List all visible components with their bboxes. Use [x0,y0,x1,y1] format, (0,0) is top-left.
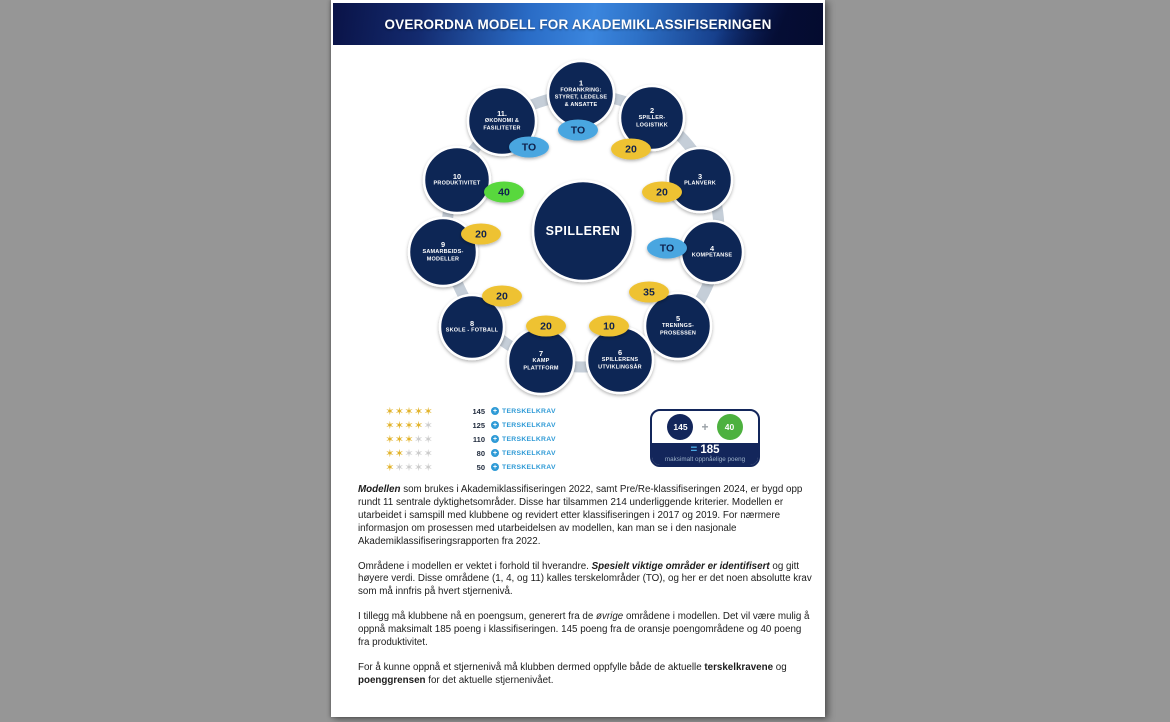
star-icon: ✶ [413,420,424,432]
text-segment: øvrige [596,611,624,623]
paragraph [358,484,814,549]
text-segment: Modellen [358,484,401,495]
points-threshold-value: 125 [472,420,485,430]
title-banner [333,3,823,45]
productivity-points-circle: 40 [717,414,743,440]
node-label-line: UTVIKLINGSÅR [598,364,642,371]
node-number: 9 [440,240,446,250]
body-text [358,484,814,700]
star-level-row [385,404,556,418]
points-sum-row [652,411,758,443]
terskelkrav-label: TERSKELKRAV [502,435,556,443]
points-badge-1 [558,120,598,141]
terskelkrav-label: TERSKELKRAV [502,407,556,415]
star-level-row [385,446,556,460]
circle-plus-icon: + [492,435,498,443]
node-label-line: SAMARBEIDS- [422,249,464,255]
star-level-row [385,418,556,432]
paragraph [358,611,814,650]
points-threshold-value: 50 [476,462,485,472]
star-icon: ✶ [423,434,433,446]
total-points-caption: maksimalt oppnåelige poeng [664,456,746,463]
paragraph [358,662,814,688]
terskelkrav-label: TERSKELKRAV [502,463,556,471]
star-icon: ✶ [423,448,433,460]
star-icon: ✶ [423,420,433,432]
model-area-node-3 [668,148,732,212]
star-icon: ✶ [385,406,395,418]
node-label-line: PLANVERK [684,180,716,187]
text-segment: Spesielt viktige områder er identifisert [591,560,770,572]
model-area-node-5 [645,293,711,359]
node-number: 11. [497,109,507,119]
total-points-value: 185 [700,444,720,456]
max-points-box [650,409,760,467]
orange-areas-points-circle: 145 [667,414,693,440]
points-badge-6 [589,316,629,337]
node-label-line: MODELLER [426,256,460,263]
star-icon: ✶ [385,434,395,446]
model-area-node-10 [424,147,490,213]
text-segment: for det aktuelle stjernenivået. [425,674,554,686]
node-number: 10 [452,171,462,181]
text-segment: som brukes i Akademiklassifiseringen 2022, samt Pre/Re-klassifiseringen 2024, er bygd opp rundt 11 sentrale dyktighetsområder. Disse har tilsammen 214 underliggende kriterier. Modellen er utarbeidet i samspill med klubbene og revidert etter klassifiseringen i 2017 og 2019. For nærmere informasjon om prosessen med utarbeidelsen av modellen, kan man se i den nasjonale Akademiklassifiseringsrapporten fra 2022. [358,484,803,547]
node-label-line: SPILLERENS [601,357,639,363]
star-level-row [385,460,556,474]
circle-plus-icon: + [492,407,498,415]
star-level-row [385,432,556,446]
terskelkrav-label: TERSKELKRAV [502,421,556,429]
badge-value: 20 [475,228,487,241]
star-icon: ✶ [394,434,404,446]
badge-value: 35 [643,286,655,299]
node-label-line: PROSESSEN [659,330,697,337]
text-segment: I tillegg må klubbene nå en poengsum, generert fra de [358,611,597,623]
star-icon: ✶ [413,406,424,418]
node-label-line: ØKONOMI & [484,118,520,124]
badge-value: 10 [603,320,615,333]
circle-plus-icon: + [492,463,498,471]
text-segment: Områdene i modellen er vektet i forhold til hverandre. [358,560,592,572]
points-badge-5 [629,282,669,303]
points-badge-9 [461,224,501,245]
node-label-line: PRODUKTIVITET [433,180,481,187]
model-area-node-7 [508,328,574,394]
points-badge-10 [484,182,524,203]
star-icon: ✶ [385,420,395,432]
node-number: 5 [675,314,681,324]
paragraph [358,561,814,600]
circle-plus-icon: + [492,421,498,429]
star-icon: ✶ [423,406,433,418]
model-area-node-1 [548,61,614,127]
terskelkrav-label: TERSKELKRAV [502,449,556,457]
node-label-line: TRENINGS- [661,323,695,329]
text-segment: og [773,661,787,673]
star-icon: ✶ [404,448,414,460]
star-icon: ✶ [404,462,414,474]
circle-plus-icon: + [492,449,498,457]
points-threshold-value: 110 [472,434,485,444]
star-icon: ✶ [385,462,395,474]
star-icon: ✶ [404,420,414,432]
star-icon: ✶ [385,448,395,460]
text-segment: og gitt høyere verdi. Disse områdene (1, 4, og 11) kalles terskelområder (TO), og her er det noen absolutte krav som må innfris på hvert stjernenivå. [358,560,812,598]
plus-icon: + [701,420,709,434]
text-segment: terskelkravene [704,661,774,673]
total-points-bar [652,443,758,467]
node-label-line: LOGISTIKK [636,122,668,129]
star-rating [385,459,433,475]
document-page [331,0,825,717]
star-icon: ✶ [404,434,414,446]
node-number: 4 [709,243,715,253]
star-icon: ✶ [394,462,404,474]
center-node-spilleren [533,181,633,281]
center-node-label: SPILLEREN [545,224,621,238]
badge-value: TO [570,124,586,137]
points-threshold-value: 145 [472,406,485,416]
text-segment: poenggrensen [358,674,426,686]
node-label-line: FORANKRING: [560,87,602,94]
badge-value: 20 [656,186,668,199]
node-label-line: FASILITETER [483,125,521,132]
total-points [652,444,758,456]
points-badge-4 [647,238,687,259]
star-icon: ✶ [394,420,404,432]
node-label-line: KAMP [532,358,550,364]
node-label-line: SPILLER- [638,115,666,121]
node-number: 3 [697,171,703,181]
points-badge-11 [509,137,549,158]
text-segment: områdene i modellen. Det vil være mulig å oppnå maksimalt 185 poeng i klassifiseringen. 145 poeng fra de oransje poengområdene og 40 poeng fra produktivitet. [358,611,810,649]
page-title: OVERORDNA MODELL FOR AKADEMIKLASSIFISERINGEN [384,16,772,32]
model-area-node-4 [681,221,743,283]
node-number: 7 [538,349,544,359]
badge-value: 20 [625,143,637,156]
badge-value: TO [659,242,675,255]
star-level-legend [385,404,556,474]
node-label-line: PLATTFORM [523,365,559,372]
classification-model-diagram [331,55,825,400]
node-label-line: SKOLE - FOTBALL [445,327,499,334]
node-number: 8 [469,318,475,328]
badge-value: 20 [540,320,552,333]
node-number: 6 [617,348,623,358]
star-icon: ✶ [404,406,414,418]
equals-sign: = [690,444,698,456]
points-threshold-value: 80 [476,448,485,458]
node-number: 1 [578,78,584,88]
points-badge-3 [642,182,682,203]
node-label-line: KOMPETANSE [691,252,733,259]
star-icon: ✶ [413,448,424,460]
points-badge-8 [482,286,522,307]
badge-value: 40 [498,186,510,199]
badge-value: TO [521,141,537,154]
node-label-line: & ANSATTE [564,102,598,109]
star-icon: ✶ [423,462,433,474]
node-number: 2 [649,106,655,116]
node-label-line: STYRET, LEDELSE [554,94,608,101]
model-area-node-6 [587,327,653,393]
star-icon: ✶ [413,462,424,474]
points-badge-7 [526,316,566,337]
points-badge-2 [611,139,651,160]
badge-value: 20 [496,290,508,303]
text-segment: For å kunne oppnå et stjernenivå må klubben dermed oppfylle både de aktuelle [358,661,705,673]
star-icon: ✶ [413,434,424,446]
star-icon: ✶ [394,448,404,460]
star-icon: ✶ [394,406,404,418]
